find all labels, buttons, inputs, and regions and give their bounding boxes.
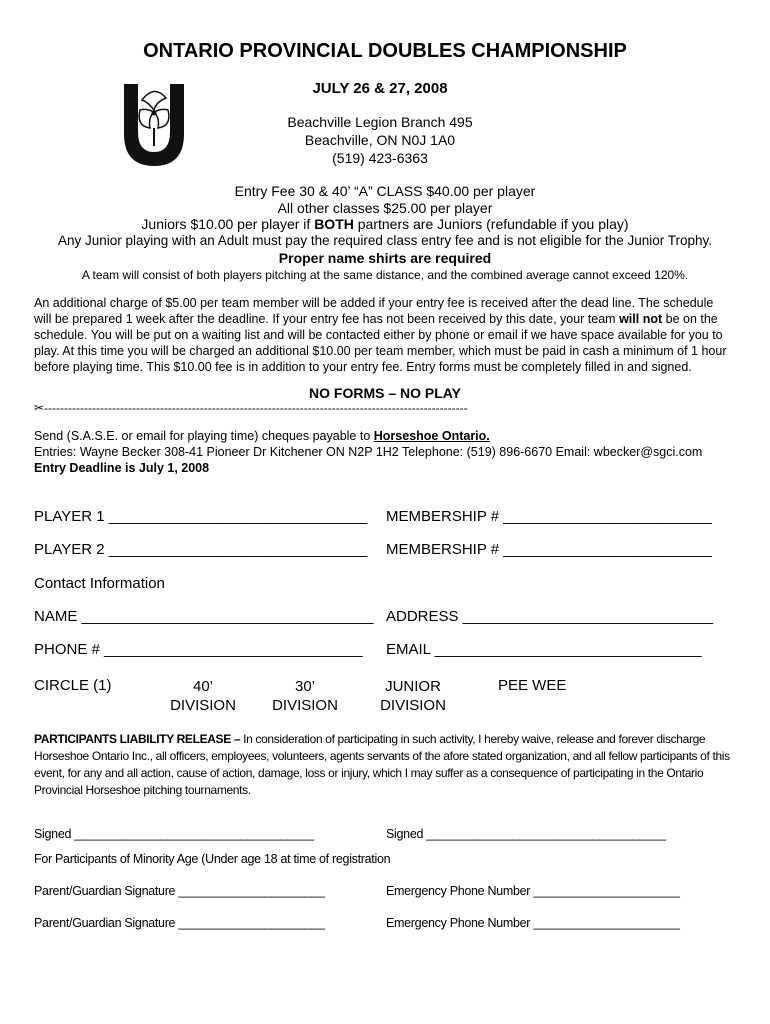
- division-30-label: 30’: [294, 678, 316, 695]
- emergency-phone-2[interactable]: Emergency Phone Number ______________________: [386, 916, 680, 930]
- membership-1-field[interactable]: MEMBERSHIP # _________________________: [386, 508, 712, 525]
- membership-2-field[interactable]: MEMBERSHIP # _________________________: [386, 541, 712, 558]
- fee-line-3-bold: BOTH: [314, 216, 354, 232]
- guardian-signature-2[interactable]: Parent/Guardian Signature ______________________: [34, 916, 325, 930]
- late-fee-part-2: be on the schedule. You will be put on a waiting list and will be contacted either by phone or email if we have space available for you to play. At this time you will be charged an additional $10.00 per team member, which must be paid in cash a minimum of 1 hour before playing time. This $10.00 fee is in addition to your entry fee. Entry forms must be completely filled in and signed.: [34, 312, 727, 374]
- division-40-option[interactable]: [160, 677, 246, 715]
- page-title: ONTARIO PROVINCIAL DOUBLES CHAMPIONSHIP: [143, 40, 627, 62]
- address-field[interactable]: ADDRESS ______________________________: [386, 608, 713, 625]
- fee-line-3-a: Juniors $10.00 per player if: [141, 216, 315, 232]
- fee-line-4: Any Junior playing with an Adult must pay the required class entry fee and is not eligible for the Junior Trophy.: [57, 233, 713, 248]
- horseshoe-logo: [118, 80, 190, 170]
- fee-line-1: Entry Fee 30 & 40’ “A” CLASS $40.00 per player: [234, 183, 536, 199]
- venue-city: Beachville, ON N0J 1A0: [304, 132, 456, 148]
- cut-line: ✂----------------------------------------------------------------------------------------------------------: [34, 401, 468, 415]
- player-1-field[interactable]: PLAYER 1 _______________________________: [34, 508, 368, 525]
- send-prefix: Send (S.A.S.E. or email for playing time) cheques payable to: [34, 429, 374, 443]
- liability-release: [34, 731, 734, 799]
- late-fee-bold: will not: [619, 312, 663, 326]
- division-30-option[interactable]: [262, 677, 348, 715]
- payee: Horseshoe Ontario.: [373, 429, 490, 443]
- release-text: In consideration of participating in such activity, I hereby waive, release and forever discharge Horseshoe Ontario Inc., all officers, employees, volunteers, agents servants of the afore stated organization, and all fellow participants of this event, for any and all action, cause of action, damage, loss or injury, which I may suffer as a consequence of participating in the Ontario Provincial Horseshoe pitching tournaments.: [34, 732, 730, 797]
- emergency-phone-1[interactable]: Emergency Phone Number ______________________: [386, 884, 680, 898]
- late-fee-paragraph: [34, 295, 734, 375]
- pee-wee-option[interactable]: PEE WEE: [498, 677, 567, 694]
- division-30-sub: DIVISION: [272, 697, 338, 714]
- entry-deadline: Entry Deadline is July 1, 2008: [34, 461, 210, 475]
- fee-line-2: All other classes $25.00 per player: [277, 200, 493, 216]
- signed-left-field[interactable]: Signed ____________________________________: [34, 827, 314, 841]
- fee-line-3-c: partners are Juniors (refundable if you play): [353, 216, 629, 232]
- late-fee-part-1: An additional charge of $5.00 per team member will be added if your entry fee is received after the dead line. The schedule will be prepared 1 week after the deadline. If your entry fee has not been received by this date, your team: [34, 296, 714, 326]
- email-field[interactable]: EMAIL ________________________________: [386, 641, 702, 658]
- division-40-label: 40’: [192, 678, 214, 695]
- release-heading: PARTICIPANTS LIABILITY RELEASE –: [34, 732, 244, 746]
- name-field[interactable]: NAME ___________________________________: [34, 608, 374, 625]
- entries-address: Entries: Wayne Becker 308-41 Pioneer Dr Kitchener ON N2P 1H2 Telephone: (519) 896-6670 Email: wbecker@sgci.com: [34, 445, 703, 459]
- shirts-notice: Proper name shirts are required: [278, 250, 492, 266]
- junior-sub: DIVISION: [380, 697, 446, 714]
- signed-right-field[interactable]: Signed ____________________________________: [386, 827, 666, 841]
- contact-heading: Contact Information: [34, 575, 165, 592]
- player-2-field[interactable]: PLAYER 2 _______________________________: [34, 541, 368, 558]
- team-rule: A team will consist of both players pitching at the same distance, and the combined average cannot exceed 120%.: [81, 268, 689, 282]
- junior-division-option[interactable]: [370, 677, 456, 715]
- minority-notice: For Participants of Minority Age (Under age 18 at time of registration: [34, 852, 391, 866]
- division-40-sub: DIVISION: [170, 697, 236, 714]
- circle-label: CIRCLE (1): [34, 677, 112, 694]
- event-date: JULY 26 & 27, 2008: [312, 80, 448, 97]
- no-forms-notice: NO FORMS – NO PLAY: [309, 385, 461, 401]
- junior-label: JUNIOR: [385, 678, 441, 695]
- venue-phone: (519) 423-6363: [332, 150, 428, 166]
- phone-field[interactable]: PHONE # _______________________________: [34, 641, 363, 658]
- venue-name: Beachville Legion Branch 495: [287, 114, 473, 130]
- fee-line-3: [0, 216, 770, 232]
- guardian-signature-1[interactable]: Parent/Guardian Signature ______________________: [34, 884, 325, 898]
- send-line: [34, 429, 490, 443]
